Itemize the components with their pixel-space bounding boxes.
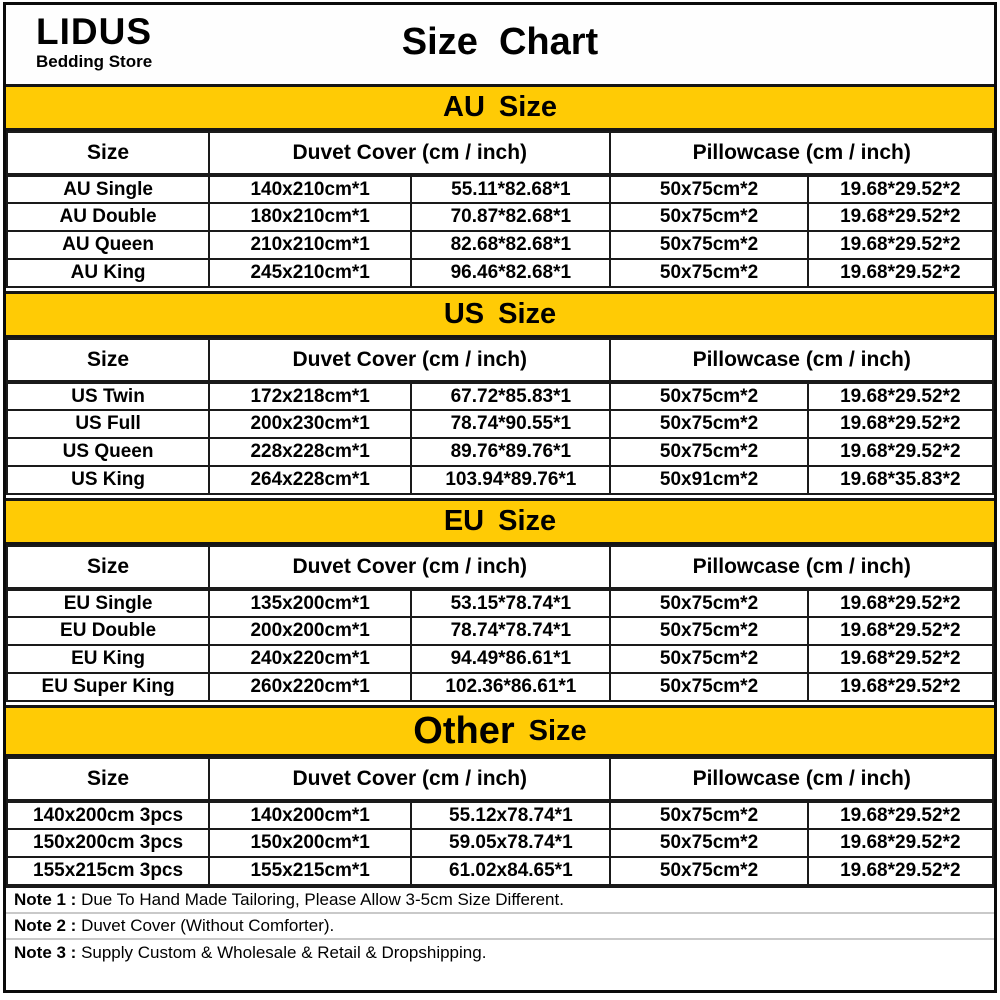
cell-duvet-cm: 260x220cm*1: [209, 673, 411, 701]
eu-size-banner: [6, 498, 994, 545]
cell-size: 150x200cm 3pcs: [7, 829, 209, 857]
column-header-duvet: Duvet Cover (cm / inch): [209, 546, 610, 589]
au-size-table: [6, 131, 994, 288]
cell-duvet-inch: 55.11*82.68*1: [411, 175, 610, 203]
cell-duvet-cm: 140x210cm*1: [209, 175, 411, 203]
cell-duvet-cm: 172x218cm*1: [209, 382, 411, 410]
page-title: Size Chart: [401, 21, 599, 63]
page-header: [6, 5, 994, 81]
cell-size: AU King: [7, 259, 209, 287]
cell-duvet-inch: 61.02x84.65*1: [411, 857, 610, 885]
note-1: [6, 888, 994, 914]
cell-pillow-inch: 19.68*29.52*2: [808, 231, 993, 259]
column-header-pillowcase: Pillowcase (cm / inch): [610, 546, 993, 589]
eu-size-table: [6, 545, 994, 702]
cell-duvet-cm: 210x210cm*1: [209, 231, 411, 259]
table-row: [7, 410, 993, 438]
cell-size: EU Super King: [7, 673, 209, 701]
note-text: Due To Hand Made Tailoring, Please Allow 3-5cm Size Different.: [81, 890, 564, 909]
column-header-size: Size: [7, 546, 209, 589]
cell-pillow-cm: 50x75cm*2: [610, 175, 807, 203]
table-row: [7, 829, 993, 857]
cell-pillow-inch: 19.68*29.52*2: [808, 589, 993, 617]
cell-duvet-cm: 200x230cm*1: [209, 410, 411, 438]
cell-pillow-inch: 19.68*29.52*2: [808, 259, 993, 287]
table-row: [7, 438, 993, 466]
cell-pillow-cm: 50x75cm*2: [610, 231, 807, 259]
cell-size: AU Single: [7, 175, 209, 203]
cell-duvet-inch: 89.76*89.76*1: [411, 438, 610, 466]
cell-size: US Full: [7, 410, 209, 438]
table-row: [7, 203, 993, 231]
table-row: [7, 617, 993, 645]
cell-duvet-inch: 70.87*82.68*1: [411, 203, 610, 231]
cell-size: 155x215cm 3pcs: [7, 857, 209, 885]
cell-size: 140x200cm 3pcs: [7, 801, 209, 829]
table-row: [7, 857, 993, 885]
column-header-size: Size: [7, 339, 209, 382]
cell-duvet-inch: 103.94*89.76*1: [411, 466, 610, 494]
table-row: [7, 175, 993, 203]
cell-duvet-cm: 264x228cm*1: [209, 466, 411, 494]
table-header-row: [7, 339, 993, 382]
column-header-duvet: Duvet Cover (cm / inch): [209, 339, 610, 382]
cell-duvet-cm: 240x220cm*1: [209, 645, 411, 673]
cell-size: US Twin: [7, 382, 209, 410]
cell-pillow-cm: 50x75cm*2: [610, 829, 807, 857]
table-row: [7, 259, 993, 287]
banner-label: AU: [443, 91, 485, 123]
cell-size: AU Double: [7, 203, 209, 231]
banner-label: Size: [498, 91, 557, 123]
cell-pillow-cm: 50x75cm*2: [610, 673, 807, 701]
cell-duvet-inch: 78.74*78.74*1: [411, 617, 610, 645]
other-size-banner: [6, 705, 994, 757]
banner-label: Size: [498, 298, 557, 330]
cell-duvet-cm: 228x228cm*1: [209, 438, 411, 466]
banner-label: US: [443, 298, 485, 330]
column-header-size: Size: [7, 132, 209, 175]
column-header-duvet: Duvet Cover (cm / inch): [209, 132, 610, 175]
column-header-pillowcase: Pillowcase (cm / inch): [610, 758, 993, 801]
au-size-banner: [6, 84, 994, 131]
us-size-banner: [6, 291, 994, 338]
note-text: Duvet Cover (Without Comforter).: [81, 916, 335, 935]
cell-pillow-inch: 19.68*29.52*2: [808, 857, 993, 885]
cell-duvet-inch: 94.49*86.61*1: [411, 645, 610, 673]
cell-duvet-inch: 82.68*82.68*1: [411, 231, 610, 259]
table-header-row: [7, 758, 993, 801]
table-row: [7, 801, 993, 829]
cell-pillow-inch: 19.68*29.52*2: [808, 829, 993, 857]
table-row: [7, 382, 993, 410]
cell-pillow-cm: 50x75cm*2: [610, 438, 807, 466]
table-header-row: [7, 546, 993, 589]
cell-pillow-inch: 19.68*29.52*2: [808, 203, 993, 231]
banner-label: EU: [443, 505, 485, 537]
cell-pillow-inch: 19.68*29.52*2: [808, 410, 993, 438]
other-size-table: [6, 757, 994, 886]
banner-label: Other: [413, 709, 515, 752]
table-row: [7, 645, 993, 673]
cell-duvet-inch: 102.36*86.61*1: [411, 673, 610, 701]
cell-pillow-inch: 19.68*29.52*2: [808, 645, 993, 673]
cell-pillow-inch: 19.68*35.83*2: [808, 466, 993, 494]
cell-pillow-inch: 19.68*29.52*2: [808, 175, 993, 203]
note-label: Note 1 :: [14, 890, 82, 909]
note-3: [6, 940, 994, 966]
cell-pillow-inch: 19.68*29.52*2: [808, 617, 993, 645]
table-row: [7, 589, 993, 617]
table-row: [7, 466, 993, 494]
cell-pillow-cm: 50x91cm*2: [610, 466, 807, 494]
cell-pillow-cm: 50x75cm*2: [610, 259, 807, 287]
notes-section: [6, 886, 994, 966]
cell-pillow-cm: 50x75cm*2: [610, 382, 807, 410]
cell-duvet-cm: 180x210cm*1: [209, 203, 411, 231]
cell-duvet-inch: 55.12x78.74*1: [411, 801, 610, 829]
table-row: [7, 673, 993, 701]
cell-duvet-cm: 200x200cm*1: [209, 617, 411, 645]
cell-duvet-cm: 150x200cm*1: [209, 829, 411, 857]
note-2: [6, 914, 994, 940]
cell-pillow-inch: 19.68*29.52*2: [808, 673, 993, 701]
column-header-size: Size: [7, 758, 209, 801]
cell-pillow-inch: 19.68*29.52*2: [808, 801, 993, 829]
column-header-duvet: Duvet Cover (cm / inch): [209, 758, 610, 801]
cell-duvet-inch: 59.05x78.74*1: [411, 829, 610, 857]
outer-frame: [3, 2, 997, 993]
cell-pillow-cm: 50x75cm*2: [610, 203, 807, 231]
cell-duvet-inch: 78.74*90.55*1: [411, 410, 610, 438]
table-row: [7, 231, 993, 259]
cell-duvet-cm: 245x210cm*1: [209, 259, 411, 287]
cell-size: EU Double: [7, 617, 209, 645]
cell-pillow-cm: 50x75cm*2: [610, 857, 807, 885]
cell-duvet-cm: 140x200cm*1: [209, 801, 411, 829]
cell-size: EU Single: [7, 589, 209, 617]
cell-size: AU Queen: [7, 231, 209, 259]
store-name: LIDUS: [36, 11, 152, 52]
cell-size: US King: [7, 466, 209, 494]
cell-size: US Queen: [7, 438, 209, 466]
banner-label: Size: [498, 505, 557, 537]
cell-pillow-cm: 50x75cm*2: [610, 645, 807, 673]
cell-pillow-cm: 50x75cm*2: [610, 801, 807, 829]
us-size-table: [6, 338, 994, 495]
note-text: Supply Custom & Wholesale & Retail & Dropshipping.: [81, 943, 487, 962]
cell-duvet-cm: 135x200cm*1: [209, 589, 411, 617]
cell-duvet-inch: 53.15*78.74*1: [411, 589, 610, 617]
column-header-pillowcase: Pillowcase (cm / inch): [610, 339, 993, 382]
cell-size: EU King: [7, 645, 209, 673]
cell-pillow-cm: 50x75cm*2: [610, 410, 807, 438]
note-label: Note 3 :: [14, 943, 82, 962]
cell-duvet-cm: 155x215cm*1: [209, 857, 411, 885]
store-tagline: Bedding Store: [36, 52, 153, 71]
cell-pillow-inch: 19.68*29.52*2: [808, 382, 993, 410]
cell-pillow-cm: 50x75cm*2: [610, 617, 807, 645]
note-label: Note 2 :: [14, 916, 82, 935]
cell-duvet-inch: 67.72*85.83*1: [411, 382, 610, 410]
cell-duvet-inch: 96.46*82.68*1: [411, 259, 610, 287]
cell-pillow-inch: 19.68*29.52*2: [808, 438, 993, 466]
column-header-pillowcase: Pillowcase (cm / inch): [610, 132, 993, 175]
cell-pillow-cm: 50x75cm*2: [610, 589, 807, 617]
table-header-row: [7, 132, 993, 175]
banner-label: Size: [528, 714, 587, 747]
